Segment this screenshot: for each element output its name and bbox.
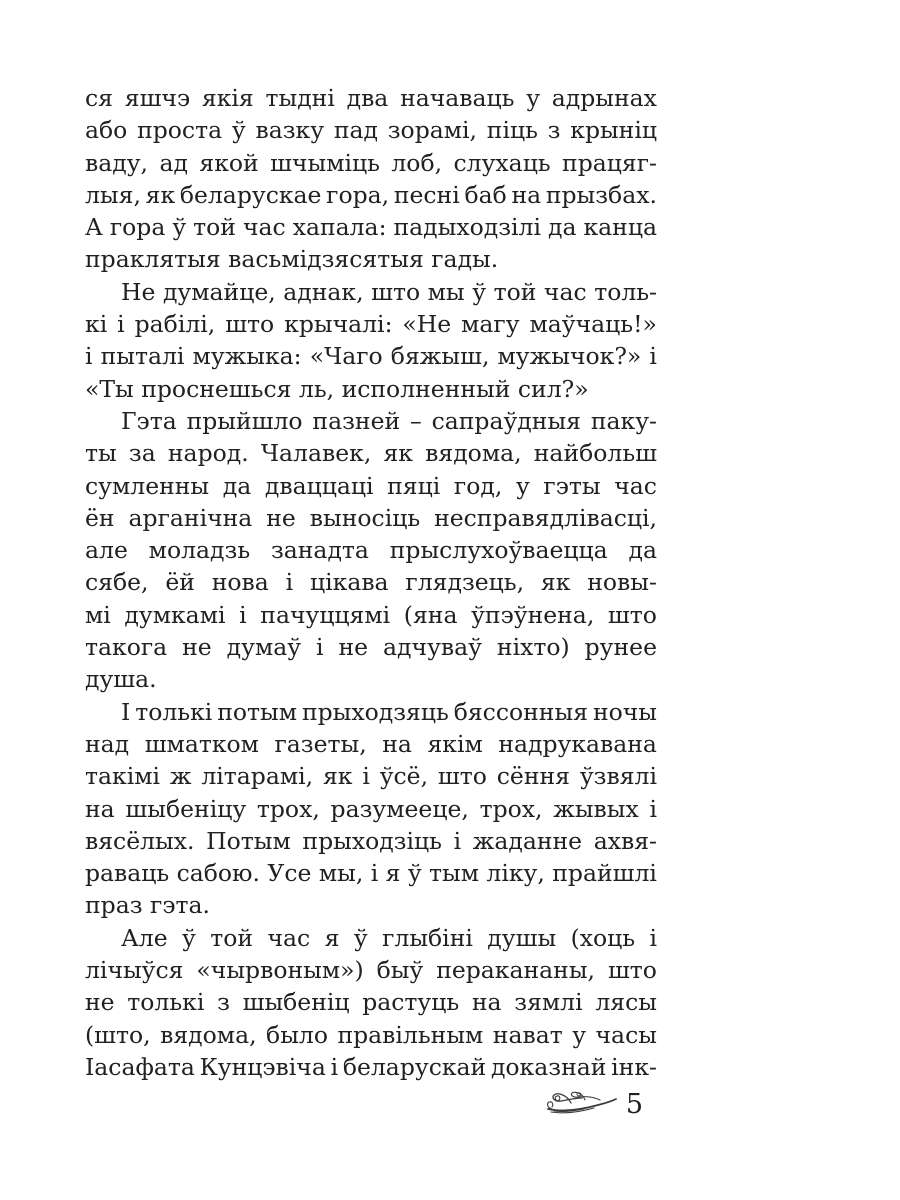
- text-line: або проста ў вазку пад зорамі, піць з крыніц: [85, 116, 657, 145]
- text-line: кі і рабілі, што крычалі: «Не магу маўчаць!»: [85, 310, 657, 339]
- text-line: лыя, як беларускае гора, песні баб на прызбах.: [85, 180, 657, 209]
- text-line: і пыталі мужыка: «Чаго бяжыш, мужычок?» і: [85, 342, 657, 371]
- body-text: [85, 82, 657, 1083]
- text-line: (што, вядома, было правільным нават у часы: [85, 1020, 657, 1049]
- flourish-ornament-icon: [544, 1088, 618, 1118]
- paragraph: [85, 922, 657, 1083]
- text-line: «Ты проснешься ль, исполненный сил?»: [85, 374, 589, 403]
- text-line: Гэта прыйшло пазней – сапраўдныя паку-: [121, 406, 657, 435]
- text-line: Але ў той час я ў глыбіні душы (хоць і: [121, 923, 657, 952]
- text-line: Іасафата Кунцэвіча і беларускай доказнай інк-: [85, 1052, 657, 1081]
- paragraph: [85, 696, 657, 922]
- text-line: праз гэта.: [85, 891, 210, 920]
- text-line: такога не думаў і не адчуваў ніхто) рунее: [85, 633, 657, 662]
- text-line: І толькі потым прыходзяць бяссонныя ночы: [121, 697, 657, 726]
- text-line: вясёлых. Потым прыходзіць і жаданне ахвя-: [85, 826, 657, 855]
- text-line: праклятыя васьмідзясятыя гады.: [85, 245, 499, 274]
- text-line: сумленны да дваццаці пяці год, у гэты час: [85, 471, 657, 500]
- text-line: такімі ж літарамі, як і ўсё, што сёння ўзвялі: [85, 762, 657, 791]
- text-line: Не думайце, аднак, што мы ў той час толь-: [121, 277, 657, 306]
- text-line: не толькі з шыбеніц растуць на зямлі лясы: [85, 988, 657, 1017]
- text-line: ваду, ад якой шчыміць лоб, слухаць працяг-: [85, 148, 657, 177]
- text-line: над шматком газеты, на якім надрукавана: [85, 729, 657, 758]
- paragraph: [85, 276, 657, 405]
- text-line: раваць сабою. Усе мы, і я ў тым ліку, прайшлі: [85, 859, 657, 888]
- page-footer: [85, 1084, 657, 1120]
- text-line: ён арганічна не выносіць несправядлівасці,: [85, 503, 657, 532]
- text-line: ся яшчэ якія тыдні два начаваць у адрынах: [85, 84, 657, 112]
- text-line: ты за народ. Чалавек, як вядома, найбольш: [85, 439, 657, 468]
- text-line: душа.: [85, 665, 157, 694]
- page-number: 5: [625, 1089, 643, 1120]
- paragraph: [85, 82, 657, 276]
- text-line: мі думкамі і пачуццямі (яна ўпэўнена, што: [85, 600, 657, 629]
- text-line: А гора ў той час хапала: падыходзілі да канца: [85, 213, 657, 242]
- paragraph: [85, 405, 657, 696]
- text-line: але моладзь занадта прыслухоўваецца да: [85, 536, 657, 565]
- text-line: на шыбеніцу трох, разумееце, трох, жывых і: [85, 794, 657, 823]
- text-line: сябе, ёй нова і цікава глядзець, як новы-: [85, 568, 657, 597]
- text-line: лічыўся «чырвоным») быў перакананы, што: [85, 956, 657, 985]
